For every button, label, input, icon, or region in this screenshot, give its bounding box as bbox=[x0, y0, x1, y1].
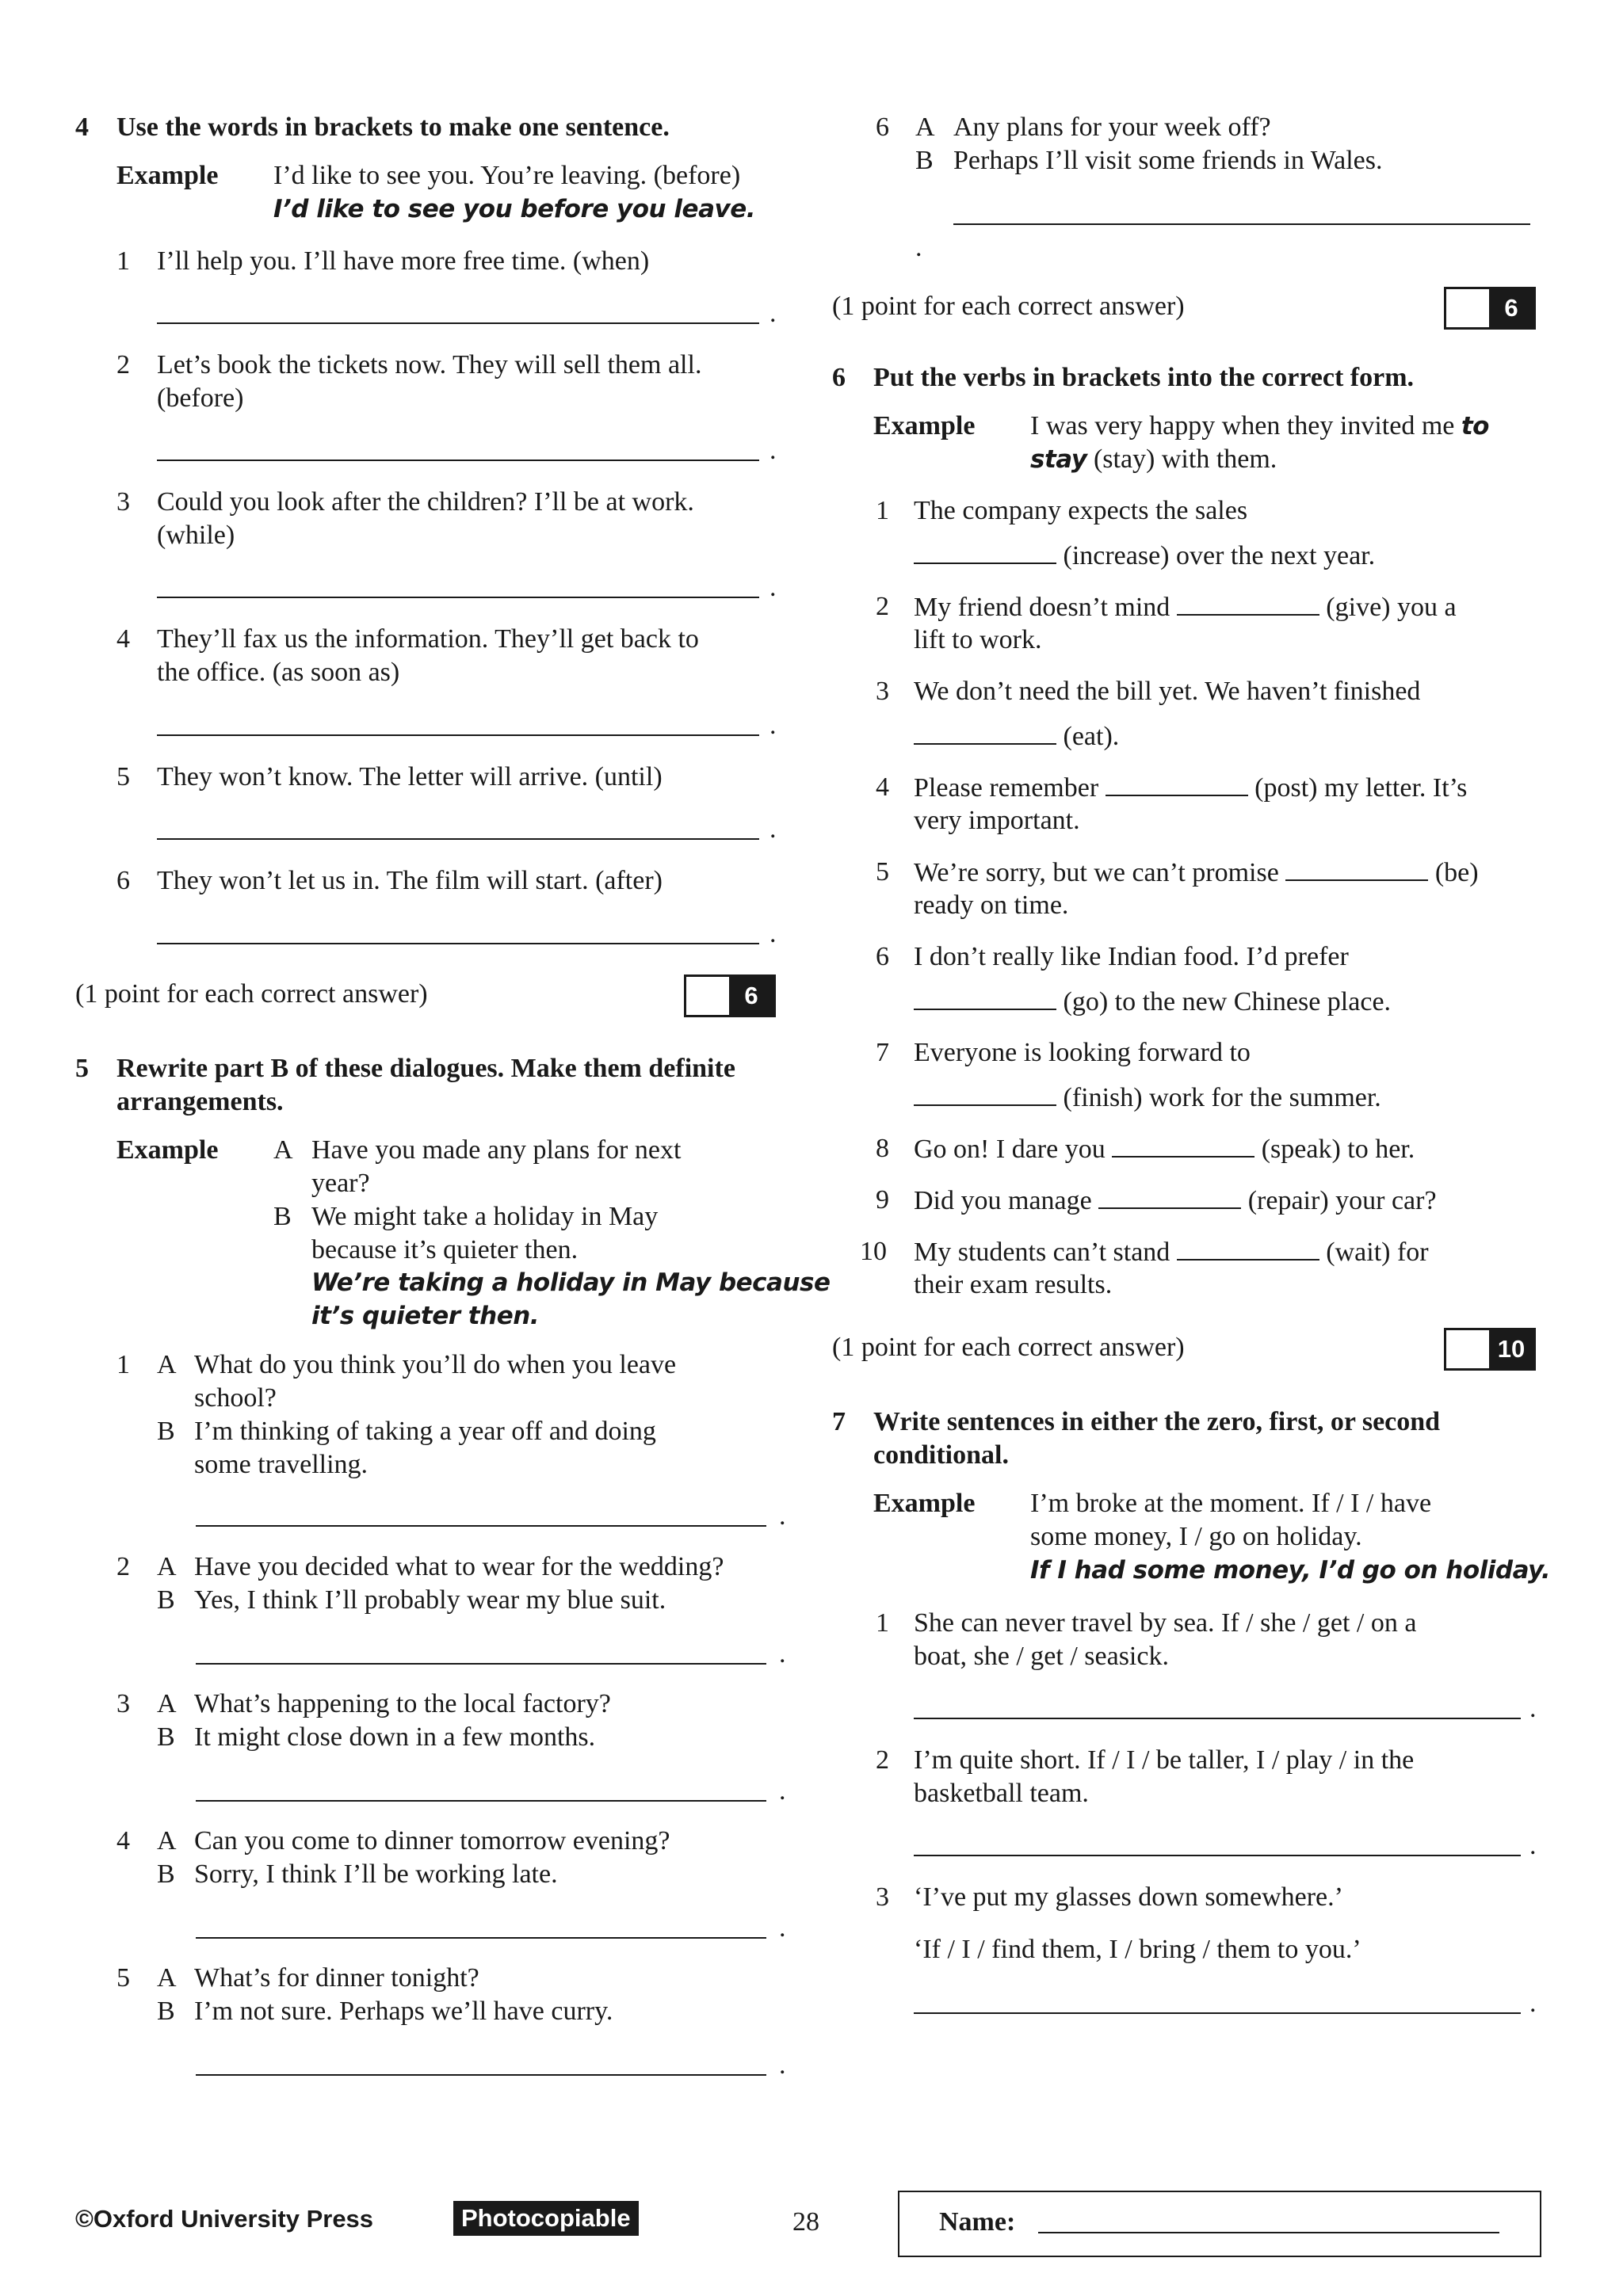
score-value: 6 bbox=[729, 977, 773, 1015]
example-label: Example bbox=[116, 161, 219, 190]
answer-line[interactable] bbox=[196, 1937, 766, 1939]
example-b-text: because it’s quieter then. bbox=[311, 1235, 579, 1264]
dialogue-b: I’m thinking of taking a year off and doing bbox=[194, 1417, 656, 1446]
gap-blank[interactable] bbox=[1285, 856, 1428, 881]
item-text-part: My friend doesn’t mind bbox=[914, 593, 1170, 622]
item-number: 1 bbox=[876, 1608, 889, 1638]
score-box bbox=[1444, 287, 1536, 330]
answer-line[interactable] bbox=[157, 597, 759, 598]
answer-line[interactable] bbox=[157, 322, 759, 324]
dialogue-a: What’s happening to the local factory? bbox=[194, 1689, 611, 1718]
gap-hint: (wait) for bbox=[1326, 1238, 1429, 1267]
answer-line[interactable] bbox=[157, 734, 759, 736]
points-note: (1 point for each correct answer) bbox=[75, 979, 428, 1009]
example-text bbox=[1030, 410, 1489, 443]
item-number: 5 bbox=[876, 857, 889, 887]
speaker-b: B bbox=[157, 1997, 175, 2026]
item-text: ‘I’ve put my glasses down somewhere.’ bbox=[914, 1882, 1343, 1912]
section-4-heading bbox=[75, 111, 670, 144]
item-text: Everyone is looking forward to bbox=[914, 1038, 1251, 1067]
line-end-dot: . bbox=[779, 1776, 786, 1806]
example-label: Example bbox=[873, 1489, 976, 1518]
item-text-part: Did you manage bbox=[914, 1186, 1092, 1215]
speaker-b: B bbox=[157, 1585, 175, 1615]
gap-blank[interactable] bbox=[1098, 1184, 1241, 1209]
answer-line[interactable] bbox=[953, 223, 1530, 225]
line-end-dot: . bbox=[915, 233, 922, 262]
item-text bbox=[914, 1184, 1437, 1218]
example-text: I’m broke at the moment. If / I / have bbox=[1030, 1489, 1432, 1518]
answer-line[interactable] bbox=[157, 460, 759, 461]
speaker-a: A bbox=[157, 1826, 177, 1855]
section-number: 6 bbox=[832, 363, 846, 392]
dialogue-b: some travelling. bbox=[194, 1450, 369, 1479]
item-text-part: My students can’t stand bbox=[914, 1238, 1170, 1267]
line-end-dot: . bbox=[1529, 1831, 1537, 1860]
section-5-heading bbox=[75, 1052, 735, 1085]
gap-blank[interactable] bbox=[1177, 590, 1319, 616]
item-text: (before) bbox=[157, 383, 244, 413]
score-value: 6 bbox=[1489, 289, 1533, 327]
answer-line[interactable] bbox=[196, 2074, 766, 2076]
item-number: 5 bbox=[116, 1963, 130, 1993]
item-number: 5 bbox=[116, 762, 130, 791]
example-answer: We’re taking a holiday in May because bbox=[311, 1268, 831, 1297]
section-number: 7 bbox=[832, 1407, 846, 1436]
example-answer: to bbox=[1461, 412, 1489, 441]
item-number: 7 bbox=[876, 1038, 889, 1067]
answer-line[interactable] bbox=[914, 2012, 1521, 2014]
speaker-b: B bbox=[915, 146, 934, 175]
example-text: I’d like to see you. You’re leaving. (before) bbox=[273, 161, 741, 190]
item-number: 6 bbox=[116, 866, 130, 895]
section-title-cont: arrangements. bbox=[116, 1087, 284, 1116]
item-text bbox=[914, 719, 1119, 753]
name-field[interactable] bbox=[1038, 2232, 1499, 2233]
line-end-dot: . bbox=[769, 711, 777, 740]
item-number: 3 bbox=[116, 1689, 130, 1718]
points-note: (1 point for each correct answer) bbox=[832, 292, 1185, 321]
item-text: their exam results. bbox=[914, 1270, 1113, 1299]
gap-blank[interactable] bbox=[914, 719, 1056, 745]
answer-line[interactable] bbox=[914, 1718, 1521, 1719]
example-a-text: year? bbox=[311, 1169, 370, 1198]
example-text-part: I was very happy when they invited me bbox=[1030, 411, 1455, 441]
item-number: 3 bbox=[116, 487, 130, 517]
example-label: Example bbox=[873, 411, 976, 441]
score-box bbox=[1444, 1328, 1536, 1371]
example-answer: I’d like to see you before you leave. bbox=[273, 195, 755, 223]
speaker-a: A bbox=[157, 1350, 177, 1379]
item-number: 1 bbox=[876, 496, 889, 525]
section-title: Write sentences in either the zero, first, or second bbox=[873, 1407, 1441, 1436]
dialogue-b: I’m not sure. Perhaps we’ll have curry. bbox=[194, 1997, 613, 2026]
dialogue-b: Perhaps I’ll visit some friends in Wales. bbox=[953, 146, 1383, 175]
item-number: 2 bbox=[116, 350, 130, 379]
gap-hint: (increase) over the next year. bbox=[1063, 541, 1376, 570]
page-number: 28 bbox=[792, 2207, 819, 2237]
line-end-dot: . bbox=[769, 436, 777, 465]
item-text: (while) bbox=[157, 521, 235, 550]
dialogue-b: Yes, I think I’ll probably wear my blue suit. bbox=[194, 1585, 666, 1615]
item-text: I don’t really like Indian food. I’d prefer bbox=[914, 942, 1349, 971]
item-text bbox=[914, 1235, 1429, 1269]
item-text: lift to work. bbox=[914, 625, 1042, 654]
example-text: some money, I / go on holiday. bbox=[1030, 1522, 1362, 1551]
answer-line[interactable] bbox=[157, 838, 759, 840]
speaker-b: B bbox=[157, 1417, 175, 1446]
item-text-part: Go on! I dare you bbox=[914, 1135, 1106, 1164]
item-text: the office. (as soon as) bbox=[157, 658, 400, 687]
speaker-a: A bbox=[157, 1963, 177, 1993]
item-text bbox=[914, 1081, 1381, 1115]
line-end-dot: . bbox=[1529, 1694, 1537, 1723]
gap-blank[interactable] bbox=[914, 985, 1056, 1010]
gap-blank[interactable] bbox=[914, 539, 1056, 564]
item-text-part: We’re sorry, but we can’t promise bbox=[914, 858, 1279, 887]
gap-blank[interactable] bbox=[914, 1081, 1056, 1106]
item-number: 4 bbox=[116, 624, 130, 654]
item-text bbox=[914, 1132, 1415, 1166]
example-b-text: We might take a holiday in May bbox=[311, 1202, 659, 1231]
section-6-heading bbox=[832, 361, 1415, 395]
example-answer: If I had some money, I’d go on holiday. bbox=[1030, 1556, 1551, 1585]
item-text: ‘If / I / find them, I / bring / them to you.’ bbox=[914, 1935, 1361, 1964]
answer-line[interactable] bbox=[914, 1855, 1521, 1856]
example-a-text: Have you made any plans for next bbox=[311, 1135, 682, 1165]
copyright-notice: ©Oxford University Press bbox=[75, 2205, 374, 2233]
line-end-dot: . bbox=[769, 573, 777, 602]
speaker-a: A bbox=[157, 1552, 177, 1581]
dialogue-a: Can you come to dinner tomorrow evening? bbox=[194, 1826, 670, 1855]
item-text bbox=[914, 771, 1467, 805]
gap-blank[interactable] bbox=[1106, 771, 1248, 796]
item-number: 3 bbox=[876, 677, 889, 706]
item-number: 1 bbox=[116, 246, 130, 276]
item-number: 1 bbox=[116, 1350, 130, 1379]
item-text: Let’s book the tickets now. They will sell them all. bbox=[157, 350, 702, 379]
gap-hint: (eat). bbox=[1063, 722, 1120, 751]
dialogue-b: Sorry, I think I’ll be working late. bbox=[194, 1859, 558, 1889]
item-text: They’ll fax us the information. They’ll get back to bbox=[157, 624, 699, 654]
line-end-dot: . bbox=[769, 814, 777, 844]
speaker-a: A bbox=[273, 1135, 293, 1165]
score-value: 10 bbox=[1489, 1330, 1533, 1368]
gap-hint: (give) you a bbox=[1326, 593, 1457, 622]
item-number: 8 bbox=[876, 1134, 889, 1163]
item-text: The company expects the sales bbox=[914, 496, 1248, 525]
speaker-b: B bbox=[157, 1722, 175, 1752]
gap-hint: (go) to the new Chinese place. bbox=[1063, 987, 1392, 1016]
points-note: (1 point for each correct answer) bbox=[832, 1333, 1185, 1362]
item-text: Could you look after the children? I’ll be at work. bbox=[157, 487, 694, 517]
item-text: boat, she / get / seasick. bbox=[914, 1642, 1169, 1671]
item-number: 6 bbox=[876, 942, 889, 971]
gap-hint: (finish) work for the summer. bbox=[1063, 1083, 1381, 1112]
item-number: 6 bbox=[876, 113, 889, 142]
line-end-dot: . bbox=[779, 2050, 786, 2080]
gap-hint: (post) my letter. It’s bbox=[1254, 773, 1468, 803]
item-number: 2 bbox=[876, 592, 889, 621]
answer-line[interactable] bbox=[196, 1800, 766, 1802]
example-label: Example bbox=[116, 1135, 219, 1165]
item-text: very important. bbox=[914, 806, 1080, 835]
dialogue-a: Any plans for your week off? bbox=[953, 113, 1271, 142]
name-label: Name: bbox=[939, 2207, 1016, 2237]
item-number: 3 bbox=[876, 1882, 889, 1912]
gap-blank[interactable] bbox=[1112, 1132, 1254, 1158]
score-box bbox=[684, 974, 776, 1017]
section-title: Put the verbs in brackets into the correct form. bbox=[873, 363, 1415, 392]
dialogue-a: Have you decided what to wear for the wedding? bbox=[194, 1552, 724, 1581]
item-text: They won’t know. The letter will arrive. (until) bbox=[157, 762, 663, 791]
dialogue-a: school? bbox=[194, 1383, 277, 1413]
gap-hint: (speak) to her. bbox=[1261, 1135, 1415, 1164]
example-text-part: (stay) with them. bbox=[1093, 444, 1277, 474]
item-text: ready on time. bbox=[914, 891, 1069, 920]
gap-hint: (be) bbox=[1434, 858, 1479, 887]
dialogue-a: What’s for dinner tonight? bbox=[194, 1963, 479, 1993]
item-text: I’m quite short. If / I / be taller, I / play / in the bbox=[914, 1745, 1415, 1775]
speaker-b: B bbox=[273, 1202, 292, 1231]
item-number: 4 bbox=[116, 1826, 130, 1855]
photocopiable-badge: Photocopiable bbox=[453, 2201, 639, 2236]
item-number: 2 bbox=[876, 1745, 889, 1775]
line-end-dot: . bbox=[769, 299, 777, 328]
section-7-heading bbox=[832, 1405, 1441, 1439]
speaker-a: A bbox=[915, 113, 935, 142]
item-text bbox=[914, 539, 1375, 573]
item-number: 9 bbox=[876, 1185, 889, 1215]
item-text bbox=[914, 590, 1457, 624]
item-number: 2 bbox=[116, 1552, 130, 1581]
section-title: Use the words in brackets to make one sentence. bbox=[116, 113, 670, 142]
item-text: basketball team. bbox=[914, 1779, 1089, 1808]
section-title-cont: conditional. bbox=[873, 1440, 1009, 1470]
section-number: 5 bbox=[75, 1054, 89, 1083]
line-end-dot: . bbox=[779, 1913, 786, 1943]
item-text: She can never travel by sea. If / she / get / on a bbox=[914, 1608, 1417, 1638]
gap-blank[interactable] bbox=[1177, 1235, 1319, 1261]
line-end-dot: . bbox=[1529, 1989, 1537, 2018]
speaker-a: A bbox=[157, 1689, 177, 1718]
line-end-dot: . bbox=[779, 1501, 786, 1531]
name-box bbox=[898, 2191, 1541, 2257]
item-text bbox=[914, 856, 1479, 890]
example-answer: stay bbox=[1030, 445, 1087, 474]
item-number: 4 bbox=[876, 772, 889, 802]
answer-line[interactable] bbox=[196, 1525, 766, 1527]
gap-hint: (repair) your car? bbox=[1247, 1186, 1437, 1215]
section-title: Rewrite part B of these dialogues. Make them definite bbox=[116, 1054, 735, 1083]
answer-line[interactable] bbox=[196, 1663, 766, 1665]
example-text bbox=[1030, 443, 1277, 476]
dialogue-b: It might close down in a few months. bbox=[194, 1722, 596, 1752]
item-text: They won’t let us in. The film will start. (after) bbox=[157, 866, 663, 895]
answer-line[interactable] bbox=[157, 943, 759, 944]
section-number: 4 bbox=[75, 113, 89, 142]
item-text: I’ll help you. I’ll have more free time. (when) bbox=[157, 246, 650, 276]
speaker-b: B bbox=[157, 1859, 175, 1889]
line-end-dot: . bbox=[769, 919, 777, 948]
dialogue-a: What do you think you’ll do when you leave bbox=[194, 1350, 677, 1379]
item-text bbox=[914, 985, 1391, 1019]
item-number: 10 bbox=[860, 1237, 887, 1266]
example-answer: it’s quieter then. bbox=[311, 1302, 540, 1330]
item-text: We don’t need the bill yet. We haven’t finished bbox=[914, 677, 1421, 706]
item-text-part: Please remember bbox=[914, 773, 1099, 803]
line-end-dot: . bbox=[779, 1639, 786, 1669]
